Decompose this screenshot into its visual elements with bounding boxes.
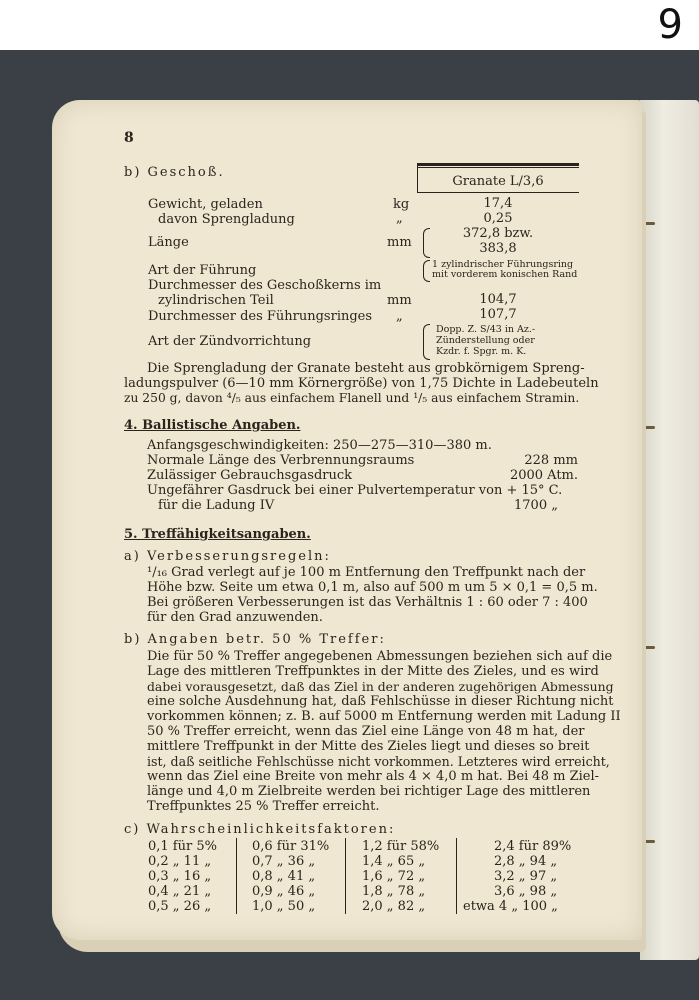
paragraph-line: ¹/₁₆ Grad verlegt auf je 100 m Entfernung den Treffpunkt nach der <box>147 565 586 580</box>
factor-cell: 0,4 „ 21 „ <box>148 884 212 899</box>
paragraph-line: mittlere Treffpunkt in der Mitte des Zieles liegt und dieses so breit <box>147 739 590 754</box>
table-left-rule <box>417 163 418 193</box>
factor-cell: 2,8 „ 94 „ <box>494 854 558 869</box>
row-unit: „ <box>396 309 403 324</box>
row-label: Normale Länge des Verbrennungsraums <box>147 453 415 468</box>
factor-cell: 1,0 „ 50 „ <box>252 899 316 914</box>
paragraph-line: Treffpunktes 25 % Treffer erreicht. <box>147 799 380 814</box>
table-top-rule <box>417 163 579 166</box>
row-value: Kzdr. f. Spgr. m. K. <box>436 346 527 357</box>
paragraph-line: zu 250 g, davon ⁴/₅ aus einfachem Flanell und ¹/₅ aus einfachem Stramin. <box>124 391 580 405</box>
table-top-rule <box>417 167 579 168</box>
factor-cell: 0,7 „ 36 „ <box>252 854 316 869</box>
row-label: davon Sprengladung <box>158 212 295 227</box>
row-unit: „ <box>396 211 403 226</box>
row-value: 104,7 <box>479 292 517 307</box>
paragraph-line: Die für 50 % Treffer angegebenen Abmessungen beziehen sich auf die <box>147 649 613 664</box>
row-label: Gewicht, geladen <box>148 197 263 212</box>
paragraph-line: ist, daß seitliche Fehlschüsse nicht vorkommen. Letzteres wird erreicht, <box>147 754 610 769</box>
paragraph-line: Lage des mittleren Treffpunktes in der Mitte des Zieles, und es wird <box>147 664 599 679</box>
factor-cell: 2,0 „ 82 „ <box>362 899 426 914</box>
row-label: Zulässiger Gebrauchsgasdruck <box>147 468 353 483</box>
row-value: 372,8 bzw. <box>462 226 534 241</box>
factor-cell: 0,8 „ 41 „ <box>252 869 316 884</box>
row-label: Durchmesser des Geschoßkerns im <box>148 278 382 293</box>
row-label: Art der Führung <box>148 263 257 278</box>
paragraph-line: dabei vorausgesetzt, daß das Ziel in der anderen zugehörigen Abmessung <box>147 679 614 694</box>
paragraph-line: für den Grad anzuwenden. <box>147 610 323 625</box>
section-b-title: b) Geschoß. <box>124 165 225 180</box>
section-5-title: 5. Treffähigkeitsangaben. <box>124 527 311 542</box>
subsection-c-title: c) Wahrscheinlichkeitsfaktoren: <box>124 822 396 837</box>
row-value: mit vorderem konischen Rand <box>432 269 578 280</box>
factor-divider <box>456 838 457 914</box>
paragraph-line: eine solche Ausdehnung hat, daß Fehlschüsse in dieser Richtung nicht <box>147 694 614 709</box>
paragraph-line: länge und 4,0 m Zielbreite werden bei richtiger Lage des mittleren <box>147 784 591 799</box>
factor-cell: 0,6 für 31% <box>252 839 330 854</box>
row-label: Art der Zündvorrichtung <box>148 334 312 349</box>
row-value: 107,7 <box>479 307 517 322</box>
section-4-line: Anfangsgeschwindigkeiten: 250—275—310—380 m. <box>147 438 492 453</box>
factor-cell: 0,1 für 5% <box>148 839 217 854</box>
section-4-line: Ungefährer Gasdruck bei einer Pulvertemperatur von + 15° C. <box>147 483 563 498</box>
factor-cell: 0,2 „ 11 „ <box>148 854 212 869</box>
page-number: 8 <box>124 130 134 146</box>
row-unit: mm <box>387 235 412 250</box>
brace-icon <box>423 324 430 360</box>
factor-cell: 3,2 „ 97 „ <box>494 869 558 884</box>
row-label: für die Ladung IV <box>158 498 275 513</box>
factor-cell: 3,6 „ 98 „ <box>494 884 558 899</box>
row-unit: mm <box>387 293 412 308</box>
factor-cell: 0,5 „ 26 „ <box>148 899 212 914</box>
factor-cell: 1,4 „ 65 „ <box>362 854 426 869</box>
scan-page-label: 9 <box>657 2 683 48</box>
subsection-a-title: a) Verbesserungsregeln: <box>124 549 331 564</box>
brace-icon <box>423 260 430 282</box>
table-header: Granate L/3,6 <box>452 174 544 189</box>
factor-divider <box>236 838 237 914</box>
table-header-rule <box>417 192 579 193</box>
paragraph-line: Höhe bzw. Seite um etwa 0,1 m, also auf 500 m um 5 × 0,1 = 0,5 m. <box>147 580 598 595</box>
row-value: Dopp. Z. S/43 in Az.- <box>436 324 536 335</box>
row-label: Durchmesser des Führungsringes <box>148 309 373 324</box>
row-value: 2000 Atm. <box>509 468 578 483</box>
paragraph-line: 50 % Treffer erreicht, wenn das Ziel eine Länge von 48 m hat, der <box>147 724 585 739</box>
section-4-title: 4. Ballistische Angaben. <box>124 418 301 433</box>
row-value: 228 mm <box>524 453 578 468</box>
factor-cell: etwa 4 „ 100 „ <box>463 899 558 914</box>
row-value: 17,4 <box>483 196 513 211</box>
paragraph-line: ladungspulver (6—10 mm Körnergröße) von 1,75 Dichte in Ladebeuteln <box>124 376 599 391</box>
binding-cloth <box>640 100 699 960</box>
row-unit: kg <box>393 197 410 212</box>
paragraph-line: wenn das Ziel eine Breite von mehr als 4 × 4,0 m hat. Bei 48 m Ziel- <box>147 769 600 784</box>
factor-cell: 0,9 „ 46 „ <box>252 884 316 899</box>
row-value: 1700 „ <box>514 498 558 513</box>
row-value: 383,8 <box>479 241 517 256</box>
row-label: Länge <box>148 235 189 250</box>
factor-cell: 1,6 „ 72 „ <box>362 869 426 884</box>
row-value: 1 zylindrischer Führungsring <box>432 259 574 270</box>
paragraph-line: Die Sprengladung der Granate besteht aus grobkörnigem Spreng- <box>147 361 585 376</box>
row-label: zylindrischen Teil <box>158 293 274 308</box>
factor-cell: 0,3 „ 16 „ <box>148 869 212 884</box>
subsection-b-title: b) Angaben betr. 50 % Treffer: <box>124 632 386 647</box>
factor-cell: 2,4 für 89% <box>494 839 572 854</box>
row-value: Zünderstellung oder <box>436 335 535 346</box>
factor-cell: 1,8 „ 78 „ <box>362 884 426 899</box>
factor-divider <box>345 838 346 914</box>
row-value: 0,25 <box>483 211 513 226</box>
factor-cell: 1,2 für 58% <box>362 839 440 854</box>
paragraph-line: vorkommen können; z. B. auf 5000 m Entfernung werden mit Ladung II <box>147 709 621 724</box>
paragraph-line: Bei größeren Verbesserungen ist das Verhältnis 1 : 60 oder 7 : 400 <box>147 595 588 610</box>
